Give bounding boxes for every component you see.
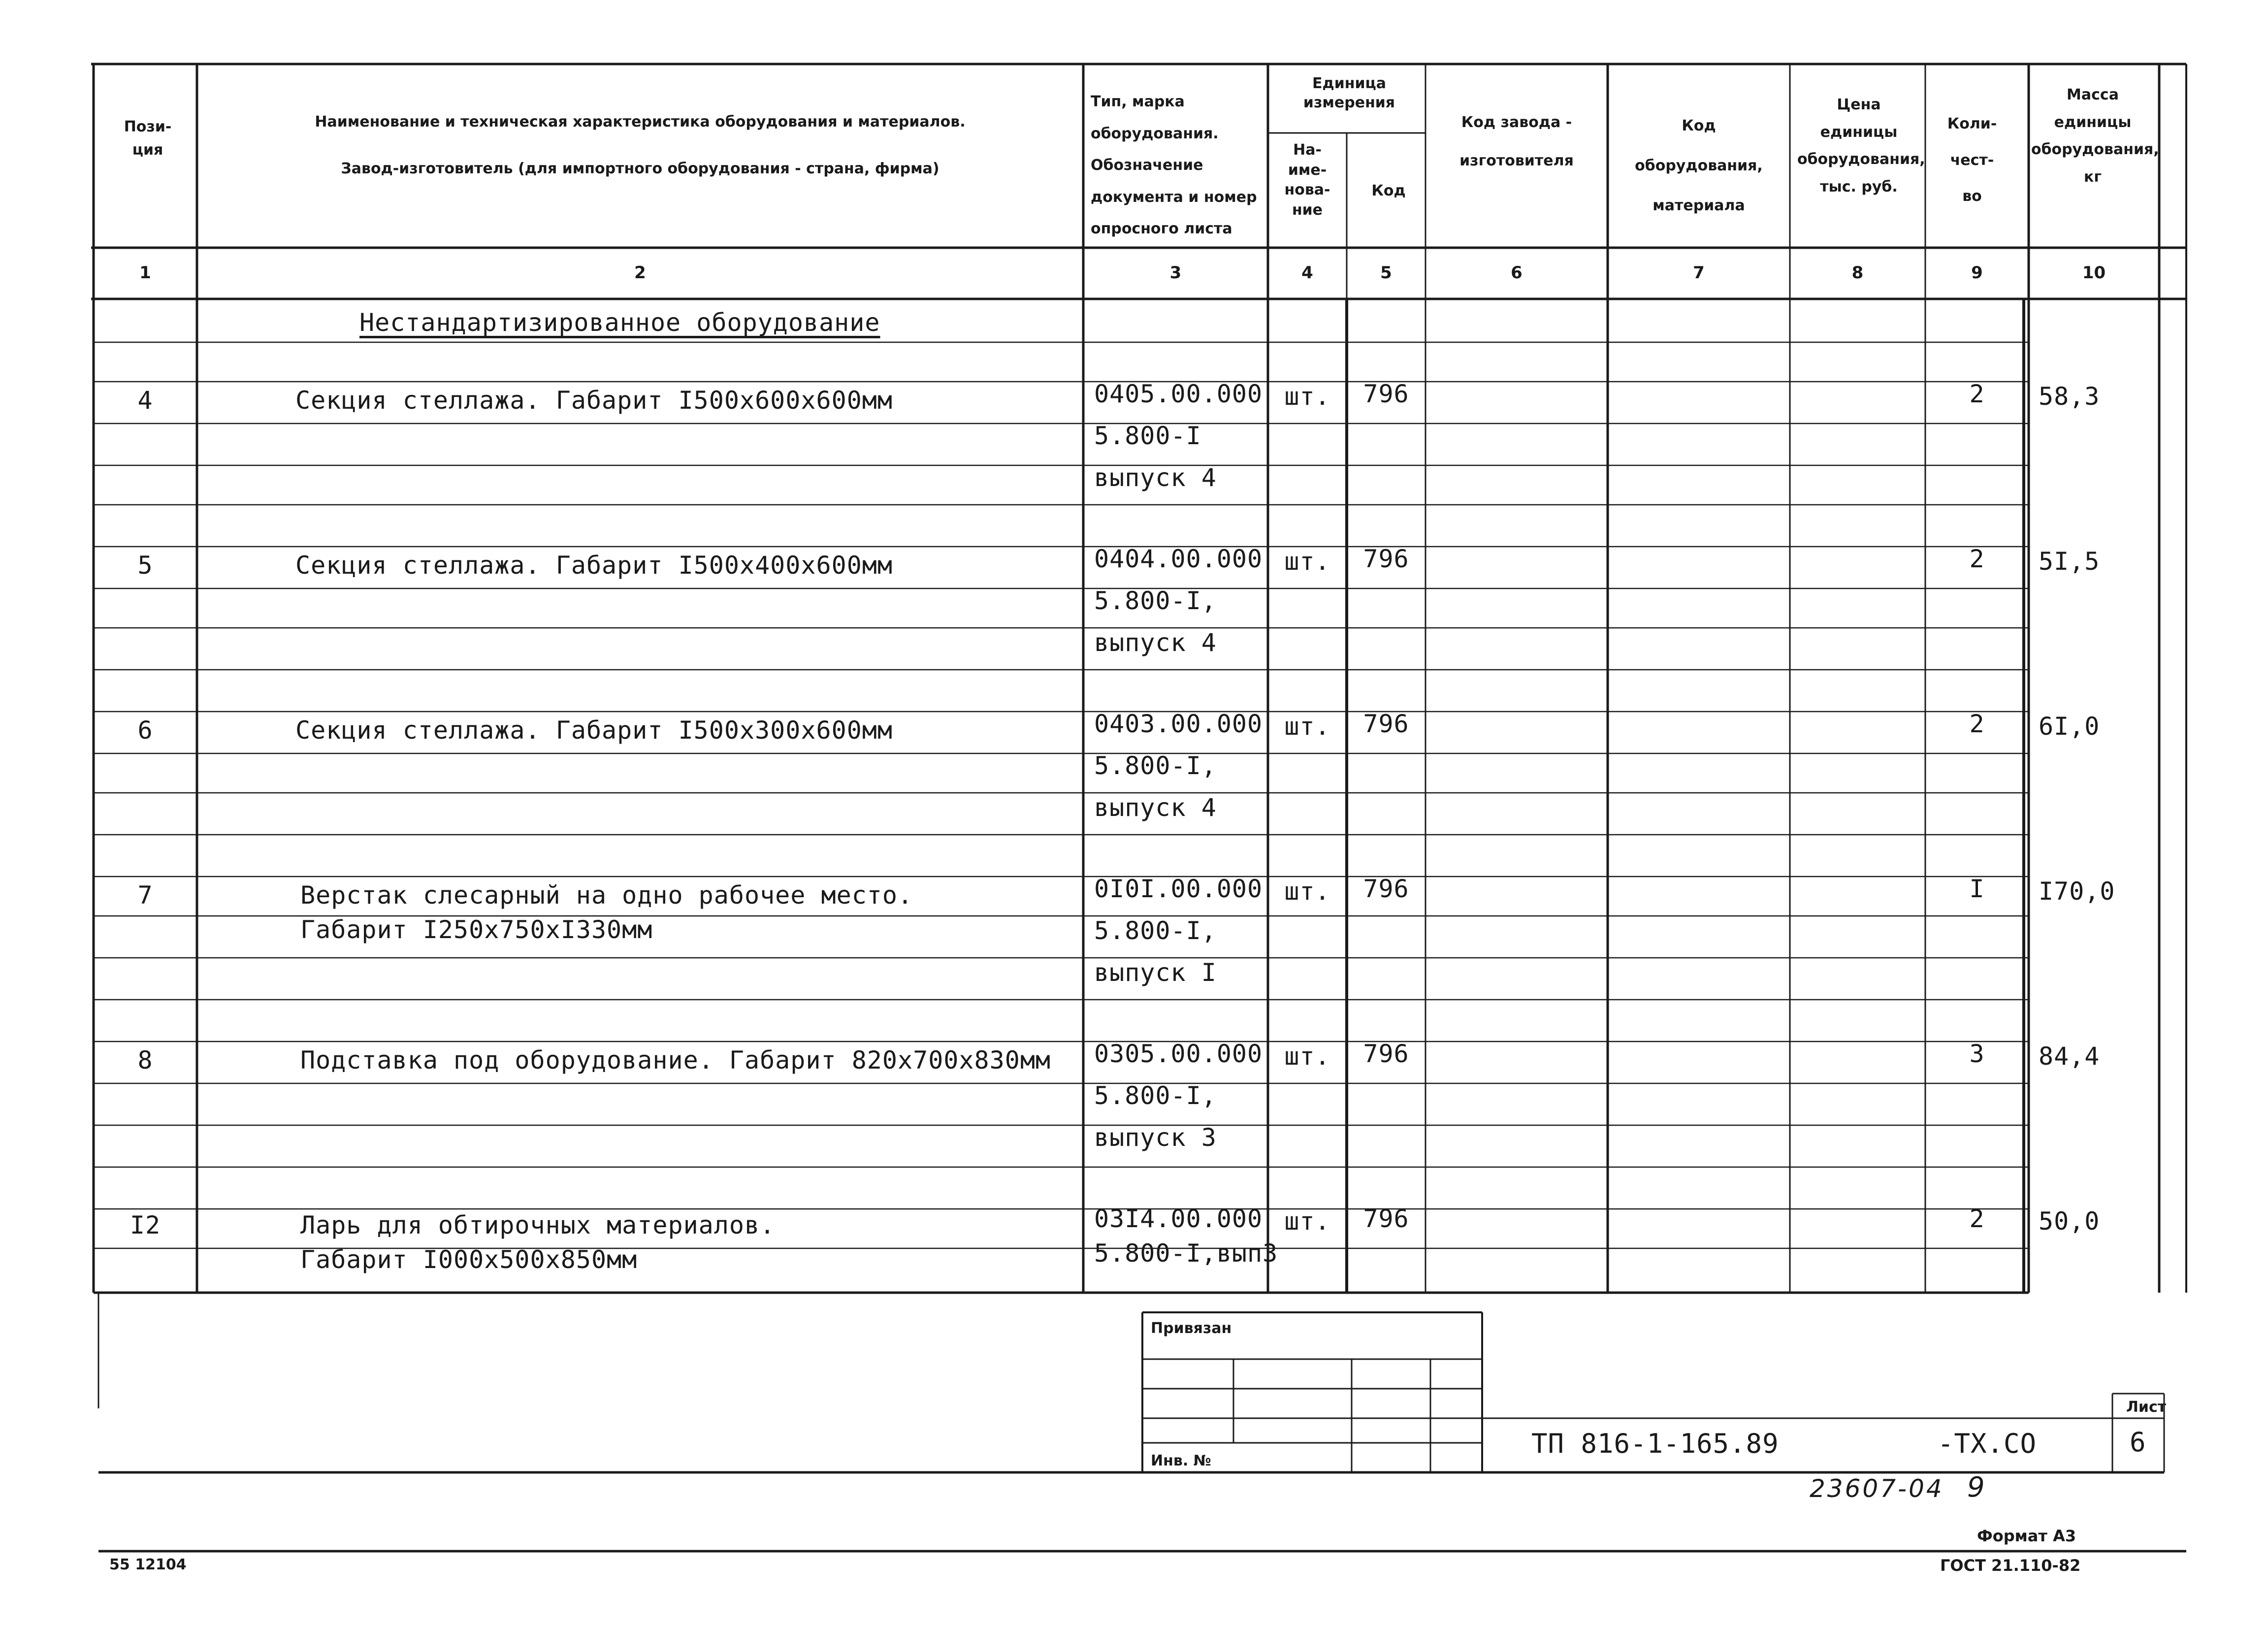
header-position: Пози- ция [124, 118, 172, 159]
item-unit: шт. [1284, 547, 1330, 576]
item-document: 5.800-I, [1094, 1081, 1217, 1110]
column-number: 8 [1851, 263, 1864, 283]
item-unit: шт. [1284, 382, 1330, 411]
item-quantity: I [1969, 875, 1985, 903]
header-type-doc: Тип, марка оборудования. Обозначение документа и номер опросного листа [1091, 93, 1257, 237]
item-position: I2 [130, 1211, 161, 1239]
item-unit-code: 796 [1363, 710, 1409, 738]
handwritten-number: 23607-04 [1810, 1474, 1944, 1503]
header-unit-code: Код [1371, 182, 1406, 199]
item-position: 4 [137, 386, 153, 415]
item-mass: 58,3 [2039, 382, 2100, 411]
item-document: 0404.00.000 [1094, 545, 1263, 573]
item-document: 0403.00.000 [1094, 710, 1263, 738]
item-document: 0405.00.000 [1094, 380, 1263, 408]
column-number: 4 [1301, 263, 1313, 283]
column-number: 2 [634, 263, 646, 283]
column-number: 9 [1971, 263, 1983, 283]
item-mass: 50,0 [2039, 1207, 2100, 1236]
footer-left-code: 55 12104 [109, 1556, 187, 1573]
header-mass: Масса единицы оборудования, кг [2031, 86, 2159, 186]
item-document: 5.800-I, [1094, 586, 1217, 615]
header-equipment-code: Код оборудования, материала [1635, 117, 1763, 214]
document-suffix: -ТХ.СО [1938, 1428, 2037, 1459]
item-quantity: 2 [1969, 1205, 1985, 1233]
item-quantity: 2 [1969, 710, 1985, 738]
column-number: 6 [1511, 263, 1523, 283]
item-quantity: 3 [1969, 1040, 1985, 1068]
item-document: 0305.00.000 [1094, 1040, 1263, 1068]
header-name-line1: Наименование и техническая характеристика оборудования и материалов. [315, 113, 966, 130]
item-document: 03I4.00.000 [1094, 1205, 1263, 1233]
footer-gost: ГОСТ 21.110-82 [1940, 1556, 2081, 1575]
item-name: Габарит I250x750xI330мм [300, 915, 653, 944]
item-unit-code: 796 [1363, 545, 1409, 573]
item-document: выпуск 4 [1094, 628, 1217, 657]
item-name: Ларь для обтирочных материалов. [300, 1211, 776, 1239]
header-quantity: Коли- чест- во [1947, 115, 1997, 205]
item-position: 7 [137, 881, 153, 910]
column-number: 3 [1169, 263, 1182, 283]
document-code: ТП 816-1-165.89 [1531, 1428, 1779, 1459]
item-document: выпуск 4 [1094, 793, 1217, 822]
item-document: 5.800-I,вып3 [1094, 1239, 1278, 1268]
bound-label: Привязан [1151, 1320, 1232, 1337]
section-title: Нестандартизированное оборудование [359, 308, 880, 337]
item-unit-code: 796 [1363, 875, 1409, 903]
item-name: Подставка под оборудование. Габарит 820x700x830мм [300, 1046, 1051, 1074]
item-unit: шт. [1284, 877, 1330, 906]
column-number: 1 [139, 263, 151, 283]
item-document: 5.800-I, [1094, 916, 1217, 945]
item-position: 8 [137, 1046, 153, 1074]
item-document: 0I0I.00.000 [1094, 875, 1263, 903]
column-number: 10 [2082, 263, 2106, 283]
inventory-label: Инв. № [1151, 1452, 1211, 1469]
header-unit-name: На- име- нова- ние [1284, 141, 1330, 219]
item-unit-code: 796 [1363, 1205, 1409, 1233]
item-name: Секция стеллажа. Габарит I500x400x600мм [295, 551, 893, 580]
item-unit-code: 796 [1363, 1040, 1409, 1068]
item-mass: I70,0 [2039, 877, 2115, 906]
item-unit: шт. [1284, 1207, 1330, 1236]
item-document: выпуск I [1094, 958, 1217, 987]
column-number: 5 [1380, 263, 1392, 283]
item-name: Габарит I000x500x850мм [300, 1245, 638, 1274]
item-document: выпуск 4 [1094, 463, 1217, 492]
item-document: выпуск 3 [1094, 1123, 1217, 1152]
item-name: Верстак слесарный на одно рабочее место. [300, 881, 913, 910]
header-factory-code: Код завода - изготовителя [1459, 114, 1574, 169]
item-mass: 84,4 [2039, 1042, 2100, 1071]
item-quantity: 2 [1969, 545, 1985, 573]
column-number: 7 [1693, 263, 1705, 283]
item-mass: 5I,5 [2039, 547, 2100, 576]
item-name: Секция стеллажа. Габарит I500x300x600мм [295, 716, 893, 745]
item-document: 5.800-I [1094, 422, 1201, 450]
sheet-number: 6 [2130, 1427, 2146, 1458]
footer-format: Формат А3 [1977, 1527, 2076, 1545]
item-unit: шт. [1284, 1042, 1330, 1071]
header-unit: Единица измерения [1303, 75, 1395, 111]
item-unit: шт. [1284, 712, 1330, 741]
item-unit-code: 796 [1363, 380, 1409, 408]
sheet-label: Лист [2126, 1399, 2167, 1416]
item-quantity: 2 [1969, 380, 1985, 408]
item-position: 5 [137, 551, 153, 580]
item-document: 5.800-I, [1094, 751, 1217, 780]
item-mass: 6I,0 [2039, 712, 2100, 741]
item-position: 6 [137, 716, 153, 745]
header-price: Цена единицы оборудования, тыс. руб. [1797, 96, 1925, 195]
item-name: Секция стеллажа. Габарит I500x600x600мм [295, 386, 893, 415]
handwritten-sheet: 9 [1967, 1471, 1987, 1503]
header-name-line2: Завод-изготовитель (для импортного оборудования - страна, фирма) [341, 160, 940, 177]
